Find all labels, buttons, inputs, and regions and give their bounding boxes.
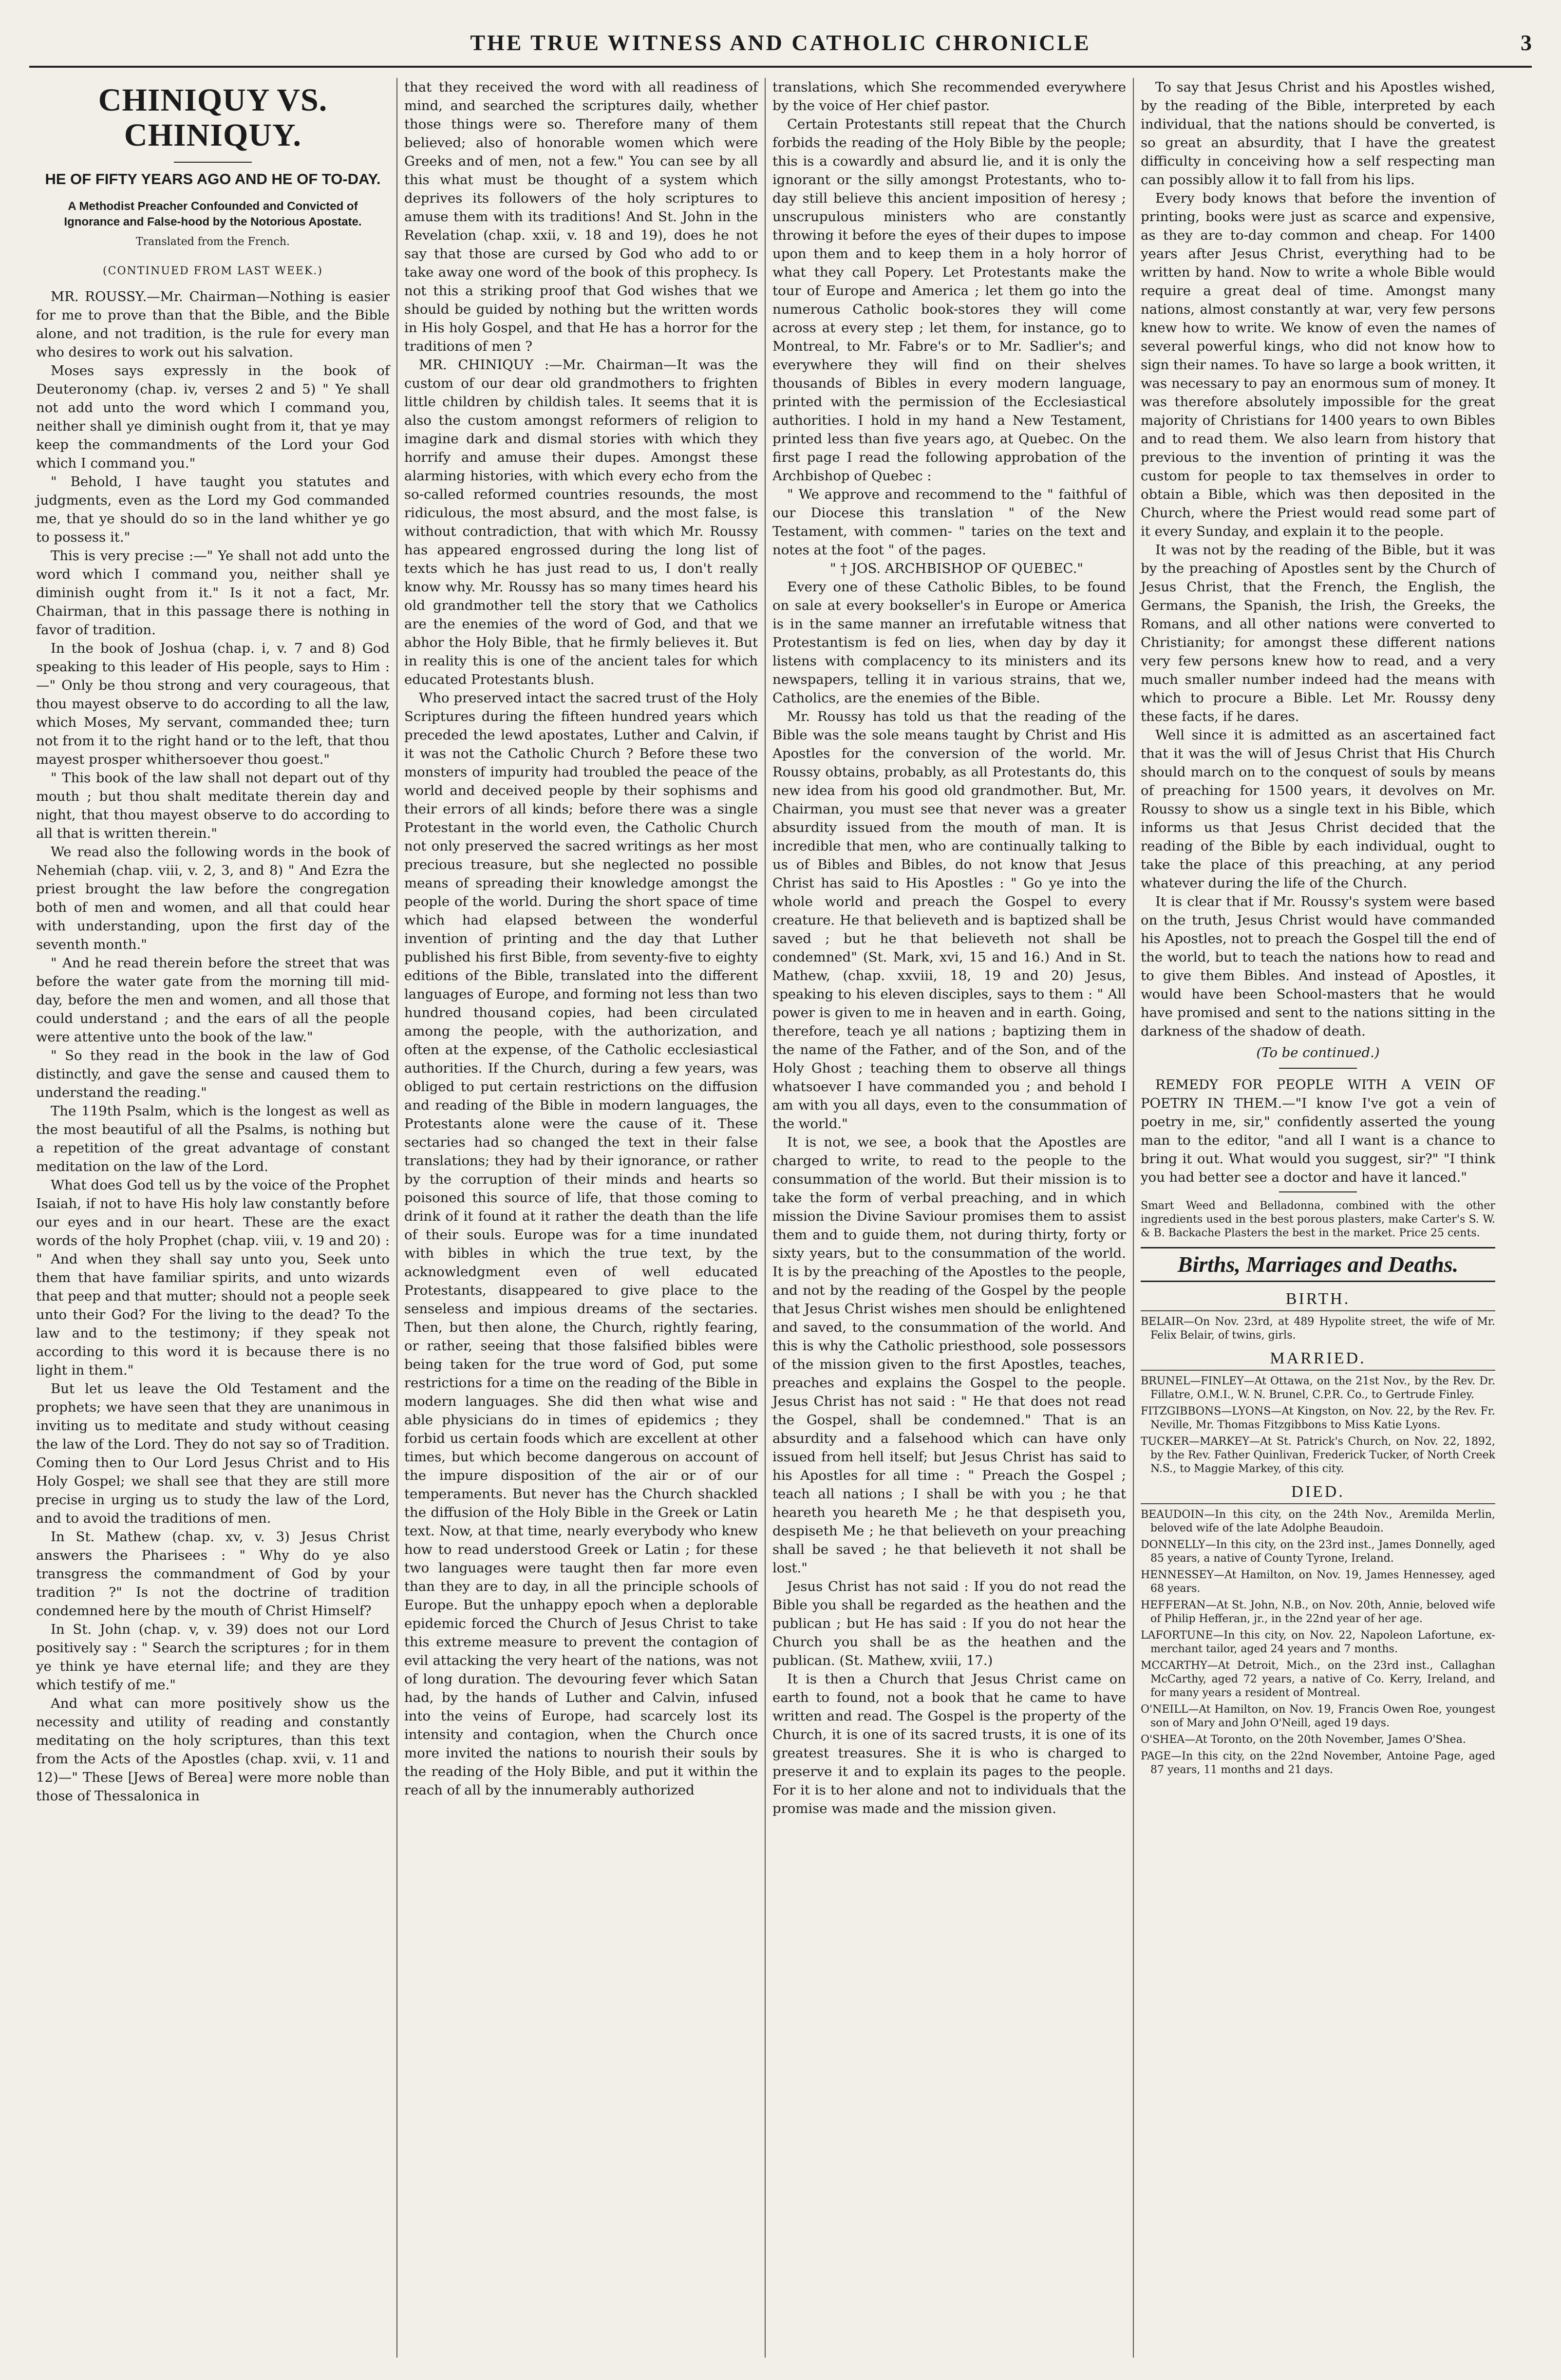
paragraph: What does God tell us by the voice of the Prophet Isaiah, if not to have His holy law constantly before our eyes and in our heart. These are the exact words of the holy Prophet (chap. viii, v. 19 and 20) : " And when they shall say unto you, Seek unto them that have familiar spirits, and unto wizards that peep and that mutter; should not a people seek unto their God? For the living to the dead? To the law and to the testimony; if they speak not according to this word it is because there is no light in them." bbox=[36, 1177, 390, 1378]
marriage-notice: TUCKER—MARKEY—At St. Patrick's Church, on Nov. 22, 1892, by the Rev. Father Quinlivan, Frederick Tucker, of North Creek N.S., to Maggie Markey, of this city. bbox=[1141, 1436, 1495, 1475]
birth-label: BIRTH. bbox=[1141, 1290, 1495, 1311]
masthead bbox=[29, 27, 1532, 68]
paragraph: Every one of these Catholic Bibles, to be found on sale at every bookseller's in Europe or America is in the same manner an irrefutable witness that Protestantism is fed on lies, when day by day it listens with complacency to its ministers and its newspapers, telling it in various strains, that we, Catholics, are the enemies of the Bible. bbox=[772, 579, 1126, 706]
article-headline: CHINIQUY VS. CHINIQUY. bbox=[98, 82, 328, 153]
paragraph: We read also the following words in the book of Nehemiah (chap. viii, v. 2, 3, and 8) " And Ezra the priest brought the law before the congregation both of men and women, and all that could hear with understanding, upon the first day of the seventh month." bbox=[36, 844, 390, 952]
paragraph: Moses says expressly in the book of Deuteronomy (chap. iv, verses 2 and 5) " Ye shall not add unto the word which I command you, neither shall ye diminish ought from it, that ye may keep the commandments of the Lord your God which I command you." bbox=[36, 363, 390, 471]
paragraph: It is then a Church that Jesus Christ came on earth to found, not a book that he came to have written and read. The Gospel is the property of the Church, it is one of its sacred trusts, it is one of its greatest treasures. She it is who is charged to preserve it and to explain its pages to the people. For it is to her alone and not to individuals that the promise was made and the mission given. bbox=[772, 1671, 1126, 1816]
death-notice: MCCARTHY—At Detroit, Mich., on the 23rd inst., Callaghan McCarthy, aged 72 years, a native of Co. Kerry, Ireland, and for many years a resident of Montreal. bbox=[1141, 1660, 1495, 1699]
birth-notice: BELAIR—On Nov. 23rd, at 489 Hypolite street, the wife of Mr. Felix Belair, of twins, girls. bbox=[1141, 1316, 1495, 1341]
paragraph: It is clear that if Mr. Roussy's system were based on the truth, Jesus Christ would have commanded his Apostles, not to preach the Gospel till the end of the world, but to teach the nations how to read and to give them Bibles. And instead of Apostles, it would have been School-masters that he would have promised and sent to the nations sitting in the darkness of the shadow of death. bbox=[1141, 894, 1495, 1039]
signature-line: " † JOS. ARCHBISHOP OF QUEBEC." bbox=[830, 561, 1083, 576]
death-notice: O'SHEA—At Toronto, on the 20th November, James O'Shea. bbox=[1141, 1734, 1466, 1746]
paragraph: " And he read therein before the street that was before the water gate from the morning till mid-day, before the men and women, and all those that could understand ; and the ears of all the people were attentive unto the book of the law." bbox=[36, 955, 390, 1045]
headline-rule bbox=[174, 162, 252, 163]
filler-remedy: REMEDY FOR PEOPLE WITH A VEIN OF POETRY IN THEM.—"I know I've got a vein of poetry in me, sir," confidently asserted the young man to the editor, "and all I want is a chance to bring it out. What would you suggest, sir?" "I think you had better see a doctor and have it lanced." bbox=[1141, 1077, 1495, 1185]
paragraph: " This book of the law shall not depart out of thy mouth ; but thou shalt meditate therein day and night, that thou mayest observe to do according to all that is written therein." bbox=[36, 770, 390, 841]
paragraph: In St. John (chap. v, v. 39) does not our Lord positively say : " Search the scriptures ; for in them ye think ye have eternal life; and they are they which testify of me." bbox=[36, 1622, 390, 1693]
marriage-notice: BRUNEL—FINLEY—At Ottawa, on the 21st Nov., by the Rev. Dr. Fillatre, O.M.I., W. N. Brunel, C.P.R. Co., to Gertrude Finley. bbox=[1141, 1375, 1495, 1401]
paragraph: " We approve and recommend to the " faithful of our Diocese this translation " of the New Testament, with commen- " taries on the text and notes at the foot " of the pages. bbox=[772, 487, 1126, 558]
paragraph: MR. ROUSSY.—Mr. Chairman—Nothing is easier for me to prove than that the Bible, and the Bible alone, and not tradition, is the rule for every man who desires to work out his salvation. bbox=[36, 289, 390, 360]
divider bbox=[1279, 1191, 1357, 1192]
paragraph: In the book of Joshua (chap. i, v. 7 and 8) God speaking to this leader of His people, says to Him :—" Only be thou strong and very courageous, that thou mayest observe to do according to all the law, which Moses, My servant, commanded thee; turn not from it to the right hand or to the left, that thou mayest prosper whithersoever thou goest." bbox=[36, 641, 390, 767]
article-subhead: HE OF FIFTY YEARS AGO AND HE OF TO-DAY. bbox=[45, 170, 381, 188]
page-number: 3 bbox=[1521, 30, 1532, 55]
death-notice: PAGE—In this city, on the 22nd November, Antoine Page, aged 87 years, 11 months and 21 days. bbox=[1141, 1750, 1495, 1776]
continued-note: (CONTINUED FROM LAST WEEK.) bbox=[103, 265, 323, 277]
paragraph: Well since it is admitted as an ascertained fact that it was the will of Jesus Christ that His Church should march on to the conquest of souls by means of preaching for 1500 years, it devolves on Mr. Roussy to show us a single text in his Bible, which informs us that Jesus Christ decided that the reading of the Bible by each individual, ought to take the place of this preaching, at any period whatever during the life of the Church. bbox=[1141, 727, 1495, 891]
married-label: MARRIED. bbox=[1141, 1349, 1495, 1371]
newspaper-columns bbox=[29, 78, 1532, 2358]
column-1-body bbox=[36, 287, 390, 1805]
running-title: THE TRUE WITNESS AND CATHOLIC CHRONICLE bbox=[470, 30, 1091, 55]
paragraph: In St. Mathew (chap. xv, v. 3) Jesus Christ answers the Pharisees : " Why do ye also transgress the commandment of God by your tradition ?" Is not the doctrine of tradition condemned here by the mouth of Christ Himself? bbox=[36, 1529, 390, 1619]
death-notice: BEAUDOIN—In this city, on the 24th Nov., Aremilda Merlin, beloved wife of the late Adolphe Beaudoin. bbox=[1141, 1509, 1495, 1534]
to-be-continued: (To be continued.) bbox=[1256, 1045, 1380, 1060]
paragraph: Jesus Christ has not said : If you do not read the Bible you shall be regarded as the heathen and the publican ; but He has said : If you do not hear the Church you shall be as the heathen and the publican. (St. Mathew, xviii, 17.) bbox=[772, 1579, 1126, 1668]
paragraph: Every body knows that before the invention of printing, books were just as scarce and expensive, as they are to-day common and cheap. For 1400 years after Jesus Christ, everything had to be written by hand. Now to write a whole Bible would require a great deal of time. Amongst many nations, almost constantly at war, very few persons knew how to write. We know of even the names of several powerful kings, who did not know how to sign their names. To have so large a book written, it was necessary to pay an enormous sum of money. It was therefore absolutely impossible for the great majority of Christians for 1400 years to own Bibles and to read them. We also learn from history that previous to the invention of printing it was the custom for people to tax themselves in order to obtain a Bible, which was then deposited in the Church, where the Priest would read some part of it every Sunday, and explain it to the people. bbox=[1141, 190, 1495, 539]
paragraph: It is not, we see, a book that the Apostles are charged to write, to read to the people to the consummation of the world. But their mission is to take the form of verbal preaching, and in which mission the Divine Saviour promises them to assist them and to guide them, not during thirty, forty or sixty years, but to the consummation of the world. It is by the preaching of the Apostles to the people, and not by the reading of the Gospel by the people that Jesus Christ wishes men should be enlightened and saved, to the consummation of the world. And this is why the Catholic priesthood, sole possessors of the mission given to the first Apostles, teaches, preaches and explains the Gospel to the people. Jesus Christ has not said : " He that does not read the Gospel, shall be condemned." That is an absurdity and a falsehood which can have only issued from hell itself; but Jesus Christ has said to his Apostles for all time : " Preach the Gospel ; teach all nations ; I shall be with you ; he that heareth you heareth Me ; he that despiseth you, despiseth Me ; he that believeth on your preaching shall be saved ; he that believeth it not shall be lost." bbox=[772, 1134, 1126, 1576]
paragraph: Who preserved intact the sacred trust of the Holy Scriptures during the fifteen hundred years which preceded the lewd apostates, Luther and Calvin, if it was not the Catholic Church ? Before these two monsters of impurity had troubled the peace of the world and deceived people by their sophisms and their errors of all kinds; before there was a single Protestant in the world even, the Catholic Church not only preserved the sacred writings as her most precious treasure, but she neglected no possible means of spreading their knowledge amongst the people of the world. During the short space of time which had elapsed between the wonderful invention of printing and the day that Luther published his first Bible, from seventy-five to eighty editions of the Bible, translated into the different languages of Europe, and forming not less than two hundred thousand copies, had been circulated among the people, with the authorization, and often at the expense, of the Catholic ecclesiastical authorities. If the Church, during a few years, was obliged to put certain restrictions on the diffusion and reading of the Bible in modern languages, the Protestants alone were the cause of it. These sectaries had so changed the text in their false translations; they had by their ignorance, or rather by the corruption of their minds and hearts so poisoned this source of life, that those coming to drink of it found at it rather the death than the life of their souls. Europe was for a time inundated with bibles in which the true text, by the acknowledgment even of well educated Protestants, disappeared to give place to the senseless and impious dreams of the sectaries. Then, but then alone, the Church, rightly fearing, or rather, seeing that those falsified bibles were being taken for the true word of God, put some restrictions for a time on the reading of the Bible in modern languages. She did then what wise and able physicians do in times of epidemics ; they forbid us certain foods which are excellent at other times, but which become dangerous on account of the impure disposition of the air or of our temperaments. But never has the Church shackled the diffusion of the Holy Bible in the Greek or Latin text. Now, at that time, nearly everybody who knew how to read understood Greek or Latin ; for these two languages were taught then far more even than they are to day, in all the principle schools of Europe. But the unhappy epoch when a deplorable epidemic forced the Church of Jesus Christ to take this extreme measure to prevent the contagion of evil attacking the very heart of the nations, was not of long duration. The devouring fever which Satan had, by the hands of Luther and Calvin, infused into the veins of Europe, had scarcely lost its intensity and contagion, when the Church once more invited the nations to nourish their souls by the reading of the Holy Bible, and put it within the reach of all by the innumerably authorized bbox=[404, 690, 758, 1798]
translation-note: Translated from the French. bbox=[135, 236, 290, 248]
death-notice: DONNELLY—In this city, on the 23rd inst., James Donnelly, aged 85 years, a native of County Tyrone, Ireland. bbox=[1141, 1539, 1495, 1565]
paragraph: that they received the word with all readiness of mind, and searched the scriptures daily, whether those things were so. Therefore many of them believed; also of honorable women which were Greeks and of men, not a few." You can see by all this what must be thought of a system which deprives its followers of the holy scriptures to amuse them with its traditions! And St. John in the Revelation (chap. xxii, v. 18 and 19), does he not say that those are cursed by God who add to or take away one word of the book of this prophecy. Is not this a striking proof that God wishes that we should be guided by nothing but the written words in His holy Gospel, and that He has a horror for the traditions of men ? bbox=[404, 79, 758, 354]
column-4 bbox=[1134, 78, 1502, 2358]
died-label: DIED. bbox=[1141, 1483, 1495, 1504]
paragraph: The 119th Psalm, which is the longest as well as the most beautiful of all the Psalms, is nothing but a repetition of the great advantage of constant meditation on the law of the Lord. bbox=[36, 1103, 390, 1174]
notices-banner: Births, Marriages and Deaths. bbox=[1141, 1247, 1495, 1282]
death-notice: HENNESSEY—At Hamilton, on Nov. 19, James Hennessey, aged 68 years. bbox=[1141, 1569, 1495, 1595]
paragraph: This is very precise :—" Ye shall not add unto the word which I command you, neither shall ye diminish ought from it." Is it not a fact, Mr. Chairman, that in this passage there is nothing in favor of tradition. bbox=[36, 548, 390, 638]
paragraph: To say that Jesus Christ and his Apostles wished, by the reading of the Bible, interpreted by each individual, that the nations should be converted, is so great an absurdity, that I have the greatest difficulty in conceiving how a self respecting man can possibly allow it to fall from his lips. bbox=[1141, 79, 1495, 188]
paragraph: And what can more positively show us the necessity and utility of reading and constantly meditating on the holy scriptures, than this text from the Acts of the Apostles (chap. xvii, v. 11 and 12)—" These [Jews of Berea] were more noble than those of Thessalonica in bbox=[36, 1696, 390, 1804]
paragraph: " So they read in the book in the law of God distinctly, and gave the sense and caused them to understand the reading." bbox=[36, 1048, 390, 1100]
column-2 bbox=[397, 78, 766, 2358]
paragraph: translations, which She recommended everywhere by the voice of Her chief pastor. bbox=[772, 79, 1126, 113]
column-3 bbox=[766, 78, 1134, 2358]
paragraph: Certain Protestants still repeat that the Church forbids the reading of the Holy Bible by the people; this is a cowardly and absurd lie, and it is only the ignorant or the silly amongst Protestants, who to-day still believe this ancient imposition of heresy ; unscrupulous ministers who are constantly throwing it before the eyes of their dupes to impose upon them and to keep them in a holy horror of what they call Popery. Let Protestants make the tour of Europe and America ; let them go into the numerous Catholic book-stores they will come across at every step ; let them, for instance, go to Montreal, to Mr. Fabre's or to Mr. Sadlier's; and everywhere they will find on their shelves thousands of Bibles in every modern language, printed with the permission of the Ecclesiastical authorities. I hold in my hand a New Testament, printed less than five years ago, at Quebec. On the first page I read the following approbation of the Archbishop of Quebec : bbox=[772, 116, 1126, 484]
divider bbox=[1279, 1068, 1357, 1069]
death-notice: HEFFERAN—At St. John, N.B., on Nov. 20th, Annie, beloved wife of Philip Hefferan, jr., in the 22nd year of her age. bbox=[1141, 1599, 1495, 1625]
paragraph: " Behold, I have taught you statutes and judgments, even as the Lord my God commanded me, that ye should do so in the land whither ye go to possess it." bbox=[36, 474, 390, 545]
paragraph: It was not by the reading of the Bible, but it was by the preaching of Apostles sent by the Church of Jesus Christ, that the French, the English, the Germans, the Spanish, the Irish, the Greeks, the Romans, and all other nations were converted to Christianity; for amongst these different nations very few persons knew how to read, and a very much smaller number indeed had the means with which to procure a Bible. Let Mr. Roussy deny these facts, if he dares. bbox=[1141, 542, 1495, 724]
paragraph: But let us leave the Old Testament and the prophets; we have seen that they are unanimous in inviting us to meditate and study without ceasing the law of the Lord. They do not say so of Tradition. Coming then to Our Lord Jesus Christ and to His Holy Gospel; we shall see that they are still more precise in urging us to study the law of the Lord, and to avoid the traditions of men. bbox=[36, 1381, 390, 1526]
paragraph: MR. CHINIQUY :—Mr. Chairman—It was the custom of our dear old grandmothers to frighten little children by childish tales. It seems that it is also the custom amongst reformers of religion to imagine dark and dismal stories with which they horrify and amuse their dupes. Amongst these alarming histories, with which every echo from the so-called reformed countries resounds, the most ridiculous, the most absurd, and the most false, is without contradiction, that with which Mr. Roussy has appeared engrossed during the long list of texts which he has just read to us, I don't really know why. Mr. Roussy has so many times heard his old grandmother tell the story that we Catholics are the enemies of the word of God, and that we abhor the Holy Bible, that he firmly believes it. But in reality this is one of the ancient tales for which educated Protestants blush. bbox=[404, 357, 758, 687]
death-notice: LAFORTUNE—In this city, on Nov. 22, Napoleon Lafortune, ex-merchant tailor, aged 24 years and 7 months. bbox=[1141, 1629, 1495, 1655]
marriage-notice: FITZGIBBONS—LYONS—At Kingston, on Nov. 22, by the Rev. Fr. Neville, Mr. Thomas Fitzgibbons to Miss Katie Lyons. bbox=[1141, 1405, 1495, 1431]
paragraph: Mr. Roussy has told us that the reading of the Bible was the sole means taught by Christ and His Apostles for the conversion of the world. Mr. Roussy obtains, probably, as all Protestants do, this new idea from his good old grandmother. But, Mr. Chairman, you must see that never was a greater absurdity issued from the mouth of man. It is incredible that men, who are continually talking to us of Bibles and Bibles, do not know that Jesus Christ has said to His Apostles : " Go ye into the whole world and preach the Gospel to every creature. He that believeth and is baptized shall be saved ; but he that believeth not shall be condemned" (St. Mark, xvi, 15 and 16.) And in St. Mathew, (chap. xxviii, 18, 19 and 20) Jesus, speaking to his eleven disciples, says to them : " All power is given to me in heaven and in earth. Going, therefore, teach ye all nations ; baptizing them in the name of the Father, and of the Son, and of the Holy Ghost ; teaching them to observe all things whatsoever I have commanded you ; and behold I am with you all days, even to the consummation of the world." bbox=[772, 709, 1126, 1132]
column-1 bbox=[29, 78, 397, 2358]
advertisement: Smart Weed and Belladonna, combined with the other ingredients used in the best porous plasters, make Carter's S. W. & B. Backache Plasters the best in the market. Price 25 cents. bbox=[1141, 1200, 1495, 1239]
article-deck: A Methodist Preacher Confounded and Convicted of Ignorance and False-hood by the Notorious Apostate. bbox=[64, 200, 362, 228]
death-notice: O'NEILL—At Hamilton, on Nov. 19, Francis Owen Roe, youngest son of Mary and John O'Neill, aged 19 days. bbox=[1141, 1703, 1495, 1729]
